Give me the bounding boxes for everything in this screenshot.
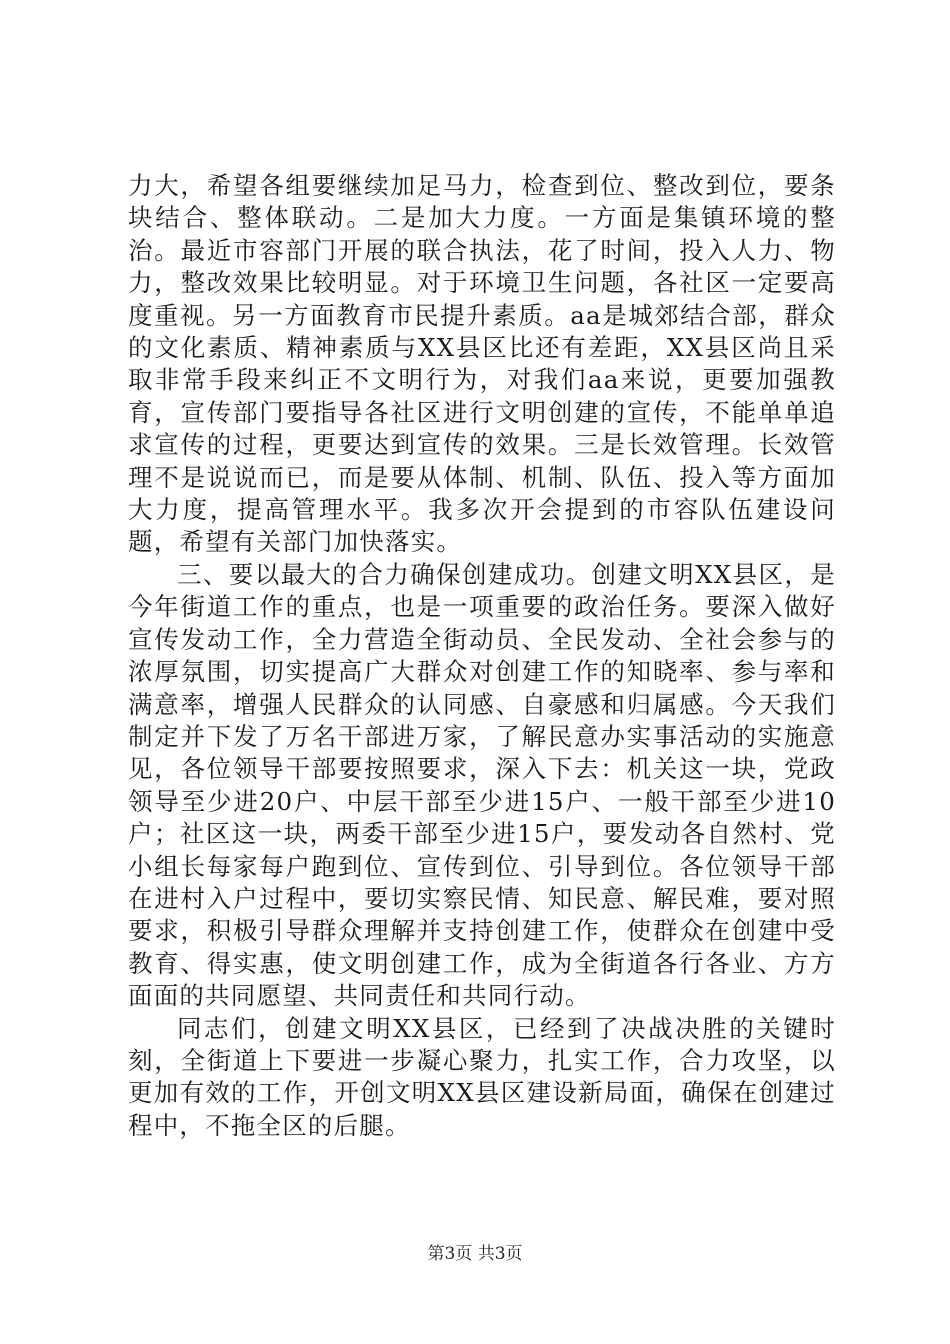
paragraph-continuation: 力大，希望各组要继续加足马力，检查到位、整改到位，要条块结合、整体联动。二是加大力度。一方面是集镇环境的整治。最近市容部门开展的联合执法，花了时间，投入人力、物力，整改效果比较明显。对于环境卫生问题，各社区一定要高度重视。另一方面教育市民提升素质。aa是城郊结合部，群众的文化素质、精神素质与XX县区比还有差距，XX县区尚且采取非常手段来纠正不文明行为，对我们aa来说，更要加强教育，宣传部门要指导各社区进行文明创建的宣传，不能单单追求宣传的过程，更要达到宣传的效果。三是长效管理。长效管理不是说说而已，而是要从体制、机制、队伍、投入等方面加大力度，提高管理水平。我多次开会提到的市容队伍建设问题，希望有关部门加快落实。 (128, 171, 836, 557)
page-footer: 第3页 共3页 (427, 1244, 523, 1264)
paragraph-closing: 同志们，创建文明XX县区，已经到了决战决胜的关键时刻，全街道上下要进一步凝心聚力，扎实工作，合力攻坚，以更加有效的工作，开创文明XX县区建设新局面，确保在创建过程中，不拖全区的后腿。 (128, 1013, 836, 1140)
paragraph-section-three: 三、要以最大的合力确保创建成功。创建文明XX县区，是今年街道工作的重点，也是一项重要的政治任务。要深入做好宣传发动工作，全力营造全街动员、全民发动、全社会参与的浓厚氛围，切实提高广大群众对创建工作的知晓率、参与率和满意率，增强人民群众的认同感、自豪感和归属感。今天我们制定并下发了万名干部进万家，了解民意办实事活动的实施意见，各位领导干部要按照要求，深入下去：机关这一块，党政领导至少进20户、中层干部至少进15户、一般干部至少进10户；社区这一块，两委干部至少进15户，要发动各自然村、党小组长每家每户跑到位、宣传到位、引导到位。各位领导干部在进村入户过程中，要切实察民情、知民意、解民难，要对照要求，积极引导群众理解并支持创建工作，使群众在创建中受教育、得实惠，使文明创建工作，成为全街道各行各业、方方面面的共同愿望、共同责任和共同行动。 (128, 559, 836, 1011)
document-body (128, 170, 836, 1142)
